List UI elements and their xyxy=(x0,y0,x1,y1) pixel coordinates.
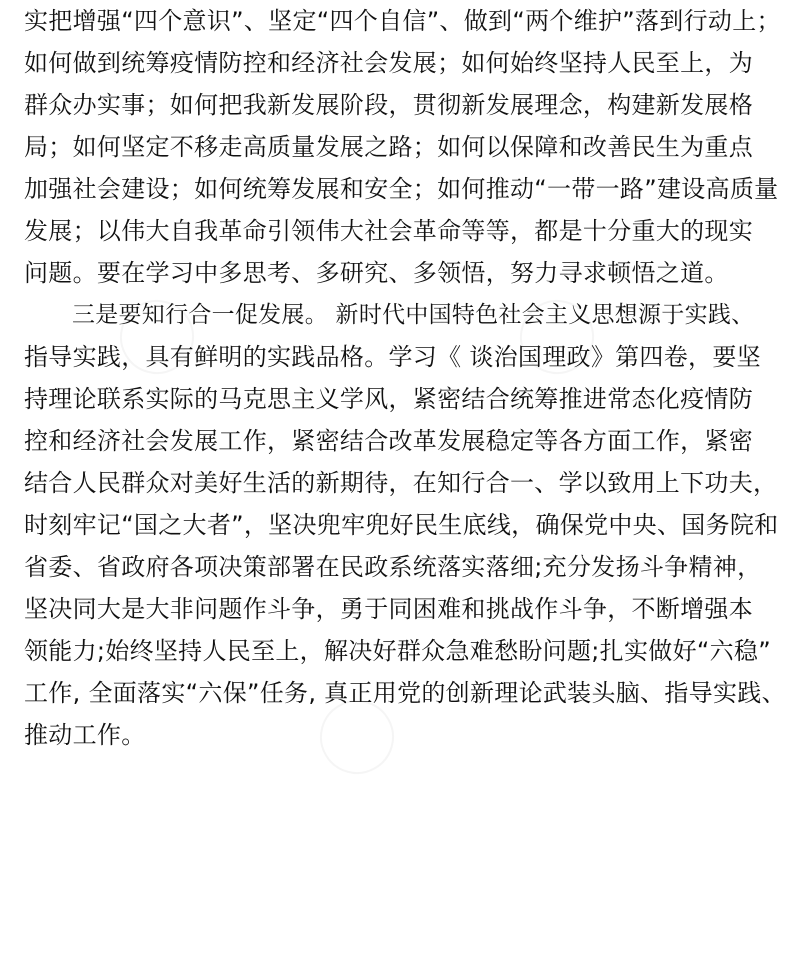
text-line: 指导实践，具有鲜明的实践品格。学习《 谈治国理政》第四卷，要坚 xyxy=(24,343,761,371)
text-line: 如何做到统筹疫情防控和经济社会发展；如何始终坚持人民至上，为 xyxy=(24,49,753,77)
text-line: 实把增强“四个意识”、坚定“四个自信”、做到“两个维护”落到行动上； xyxy=(24,7,781,35)
paragraph-first-line: 三是要知行合一促发展。 新时代中国特色社会主义思想源于实践、 xyxy=(72,302,755,328)
text-line: 坚决同大是大非问题作斗争，勇于同困难和挑战作斗争，不断增强本 xyxy=(24,595,753,623)
text-line: 结合人民群众对美好生活的新期待，在知行合一、学以致用上下功夫， xyxy=(24,469,778,497)
text-line: 时刻牢记“国之大者”，坚决兜牢兜好民生底线，确保党中央、国务院和 xyxy=(24,511,779,539)
text-line: 控和经济社会发展工作，紧密结合改革发展稳定等各方面工作，紧密 xyxy=(24,427,753,455)
text-line: 局；如何坚定不移走高质量发展之路；如何以保障和改善民生为重点 xyxy=(24,133,753,161)
text-line: 持理论联系实际的马克思主义学风，紧密结合统筹推进常态化疫情防 xyxy=(24,385,753,413)
text-line: 领能力;始终坚持人民至上，解决好群众急难愁盼问题;扎实做好“六稳” xyxy=(24,637,771,665)
text-line: 推动工作。 xyxy=(24,721,146,749)
text-line: 发展；以伟大自我革命引领伟大社会革命等等，都是十分重大的现实 xyxy=(24,217,753,245)
text-line: 工作, 全面落实“六保”任务, 真正用党的创新理论武装头脑、指导实践、 xyxy=(24,679,786,707)
text-line: 问题。要在学习中多思考、多研究、多领悟，努力寻求顿悟之道。 xyxy=(24,259,729,287)
text-line: 省委、省政府各项决策部署在民政系统落实落细;充分发扬斗争精神， xyxy=(24,553,762,581)
text-line: 群众办实事；如何把我新发展阶段，贯彻新发展理念，构建新发展格 xyxy=(24,91,753,119)
text-line: 加强社会建设；如何统筹发展和安全；如何推动“一带一路”建设高质量 xyxy=(24,175,779,203)
